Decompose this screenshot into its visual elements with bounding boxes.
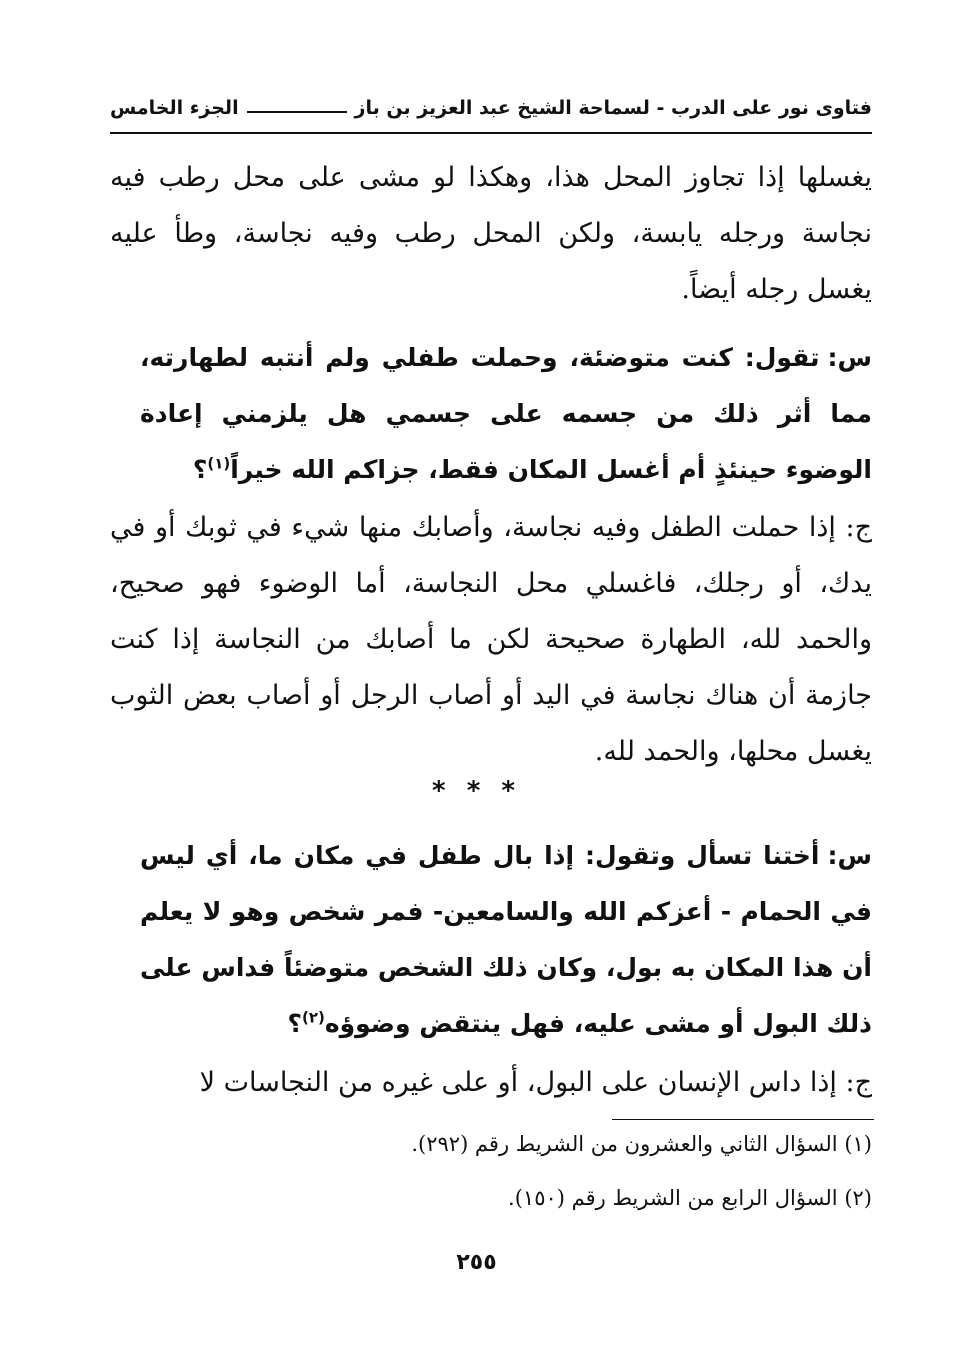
question-mark: ؟	[192, 455, 208, 484]
header-dash-line	[247, 111, 347, 113]
answer-text: إذا داس الإنسان على البول، أو على غيره من النجاسات لا	[199, 1067, 837, 1098]
header-rule	[110, 132, 872, 134]
footnote-marker: (١)	[207, 454, 231, 473]
question-label: س:	[827, 343, 872, 372]
answer-label: ج:	[845, 1067, 872, 1098]
question-label: س:	[827, 841, 872, 870]
running-header	[110, 88, 872, 128]
question-mark: ؟	[287, 1009, 302, 1038]
volume-label: الجزء الخامس	[110, 97, 239, 119]
answer-text: إذا حملت الطفل وفيه نجاسة، وأصابك منها شيء في ثوبك أو في يدك، أو رجلك، فاغسلي محل النجاسة، أما الوضوء فهو صحيح، والحمد لله، الطهارة صحيحة لكن ما أصابك من النجاسة إذا كنت جازمة أن هناك نجاسة في اليد أو أصاب الرجل أو أصاب بعض الثوب يغسل محلها، والحمد لله.	[110, 512, 872, 767]
question-text: تقول: كنت متوضئة، وحملت طفلي ولم أنتبه لطهارته، مما أثر ذلك من جسمه على جسمي هل يلزمني إعادة الوضوء حينئذٍ أم أغسل المكان فقط، جزاكم الله خيراً	[140, 343, 872, 484]
section-separator: * * *	[432, 776, 521, 806]
question-2	[140, 828, 872, 1052]
book-title: فتاوى نور على الدرب - لسماحة الشيخ عبد العزيز بن باز	[354, 97, 872, 119]
intro-paragraph: يغسلها إذا تجاوز المحل هذا، وهكذا لو مشى على محل رطب فيه نجاسة ورجله يابسة، ولكن المحل رطب وفيه نجاسة، وطأ عليه يغسل رجله أيضاً.	[110, 162, 872, 305]
answer-2	[110, 1055, 872, 1111]
answer-label: ج:	[845, 512, 872, 543]
question-text: أختنا تسأل وتقول: إذا بال طفل في مكان ما، أي ليس في الحمام - أعزكم الله والسامعين- فمر شخص وهو لا يعلم أن هذا المكان به بول، وكان ذلك الشخص متوضئاً فداس على ذلك البول أو مشى عليه، فهل ينتقض وضوؤه	[140, 841, 872, 1038]
footnote-1: (١) السؤال الثاني والعشرون من الشريط رقم (٢٩٢).	[411, 1132, 872, 1156]
footnote-2: (٢) السؤال الرابع من الشريط رقم (١٥٠).	[508, 1186, 872, 1210]
question-1	[140, 330, 872, 498]
footnote-rule	[612, 1119, 874, 1120]
page-number: ٢٥٥	[456, 1250, 497, 1275]
answer-1	[110, 500, 872, 780]
footnote-marker: (٢)	[301, 1008, 325, 1027]
